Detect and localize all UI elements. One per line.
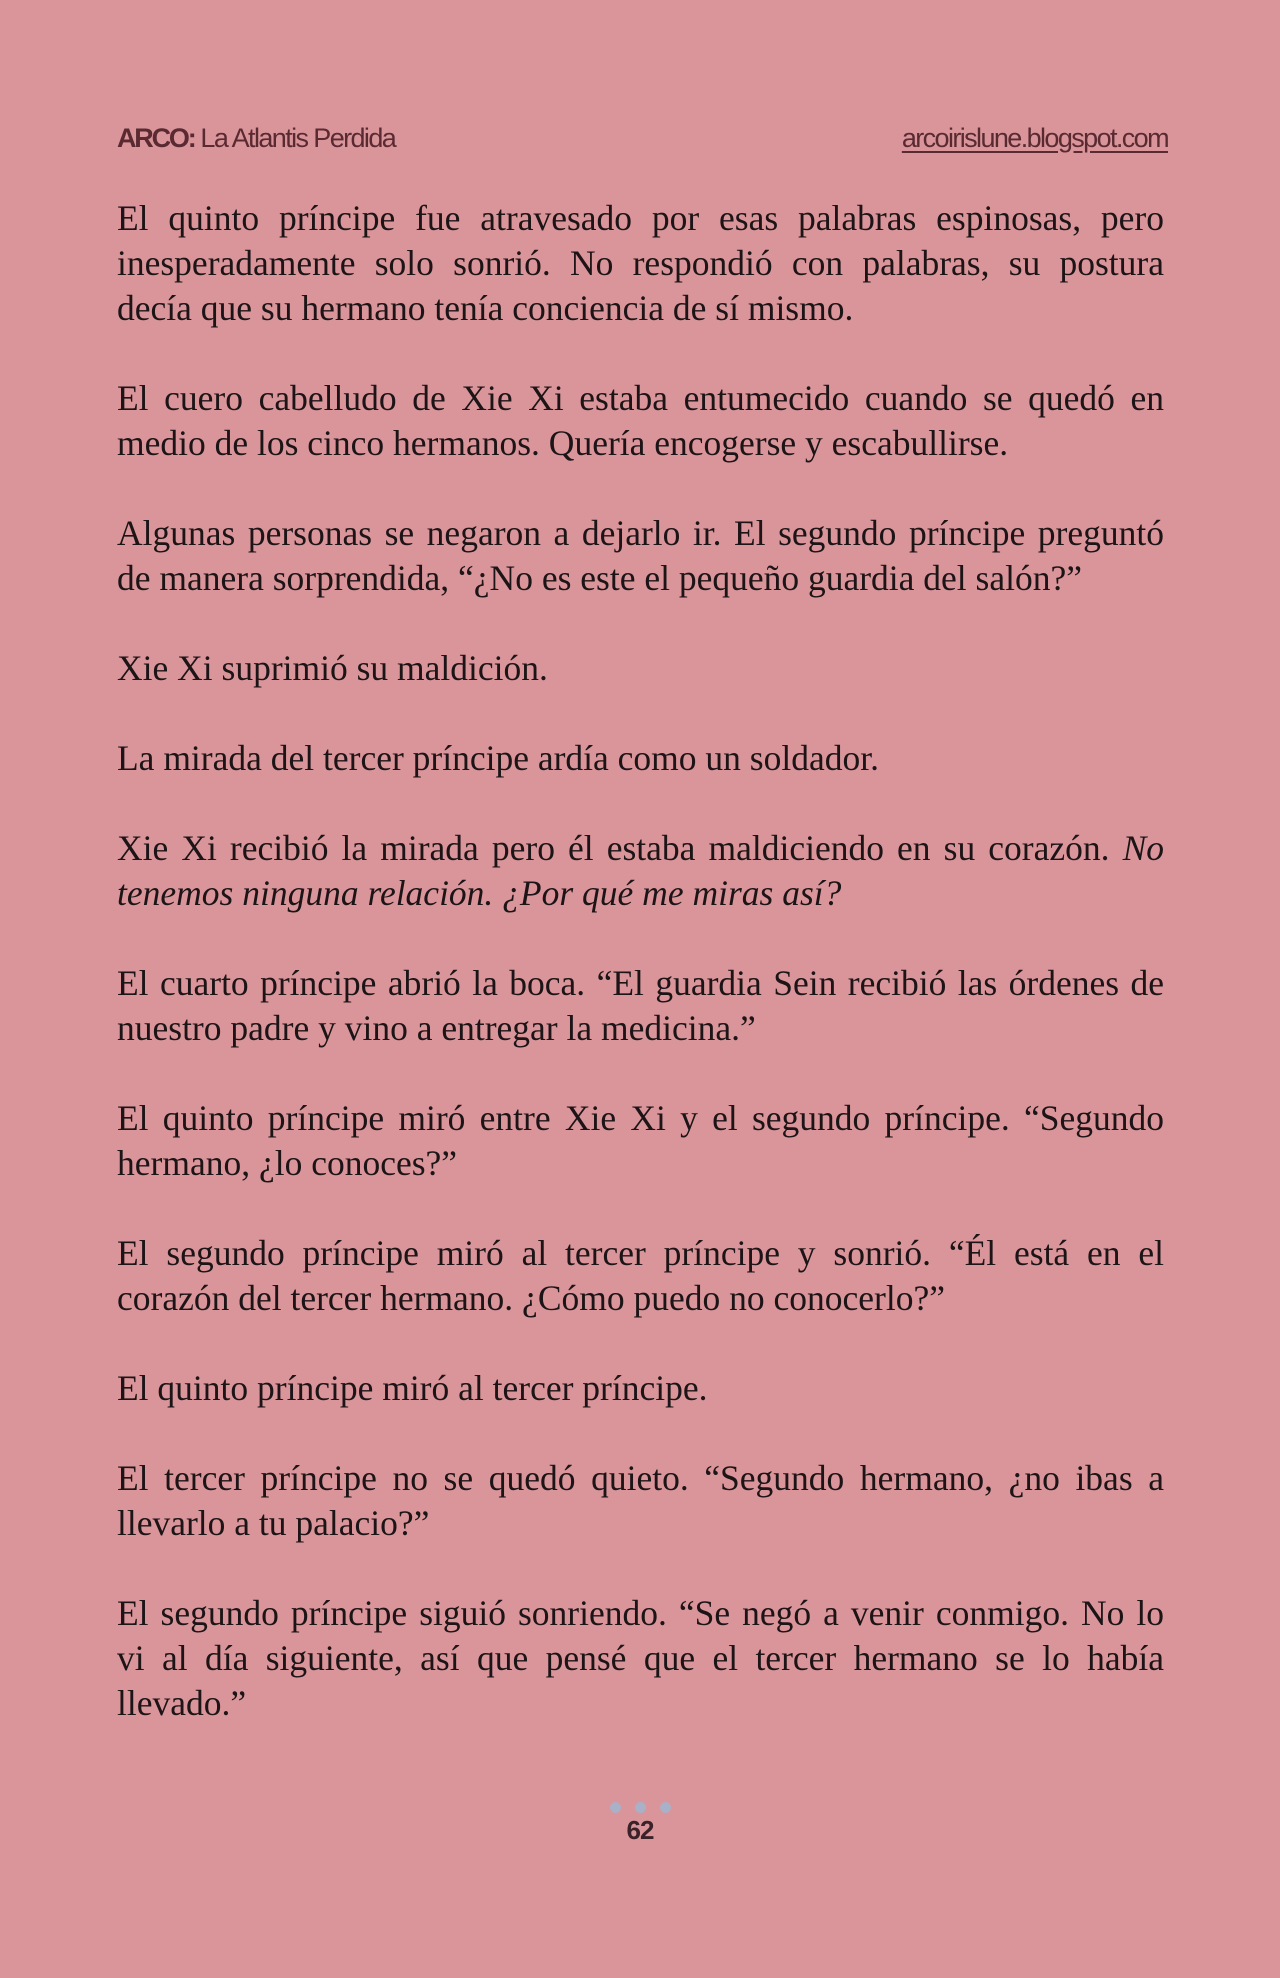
inner-thought-text: No tenemos ninguna relación. ¿Por qué me miras así? xyxy=(117,828,1165,913)
dot-icon xyxy=(610,1802,621,1813)
paragraph-text: El quinto príncipe miró entre Xie Xi y el segundo príncipe. “Segundo hermano, ¿lo conoces?” xyxy=(117,1098,1164,1183)
paragraph xyxy=(117,376,1164,466)
page-body xyxy=(117,196,1164,1771)
paragraph xyxy=(117,1231,1164,1321)
paragraph-text: Algunas personas se negaron a dejarlo ir. El segundo príncipe preguntó de manera sorprendida, “¿No es este el pequeño guardia del salón?” xyxy=(117,513,1164,598)
page-header xyxy=(117,118,1168,158)
paragraph-text: La mirada del tercer príncipe ardía como un soldador. xyxy=(117,738,879,778)
book-title-text: La Atlantis Perdida xyxy=(200,122,396,153)
paragraph-text: El tercer príncipe no se quedó quieto. “Segundo hermano, ¿no ibas a llevarlo a tu palacio?” xyxy=(117,1458,1164,1543)
paragraph-text: El cuero cabelludo de Xie Xi estaba entumecido cuando se quedó en medio de los cinco hermanos. Quería encogerse y escabullirse. xyxy=(117,378,1164,463)
paragraph xyxy=(117,646,1164,691)
paragraph-text: El quinto príncipe miró al tercer príncipe. xyxy=(117,1368,708,1408)
dot-icon xyxy=(635,1802,646,1813)
ornament-dots-icon xyxy=(0,1801,1280,1813)
page-footer xyxy=(0,1801,1280,1846)
website-link[interactable]: arcoirislune.blogspot.com xyxy=(901,122,1168,153)
page-number: 62 xyxy=(626,1815,654,1845)
dot-icon xyxy=(660,1802,671,1813)
paragraph xyxy=(117,1591,1164,1726)
paragraph-text: El quinto príncipe fue atravesado por esas palabras espinosas, pero inesperadamente solo sonrió. No respondió con palabras, su postura decía que su hermano tenía conciencia de sí mismo. xyxy=(117,198,1164,328)
paragraph xyxy=(117,961,1164,1051)
paragraph-text: El segundo príncipe miró al tercer príncipe y sonrió. “Él está en el corazón del tercer hermano. ¿Cómo puedo no conocerlo?” xyxy=(117,1233,1164,1318)
series-prefix: ARCO: xyxy=(117,122,195,153)
paragraph-text: El segundo príncipe siguió sonriendo. “Se negó a venir conmigo. No lo vi al día siguiente, así que pensé que el tercer hermano se lo había llevado.” xyxy=(117,1593,1164,1723)
paragraph xyxy=(117,511,1164,601)
paragraph xyxy=(117,196,1164,331)
paragraph xyxy=(117,1096,1164,1186)
paragraph-text: Xie Xi recibió la mirada pero él estaba maldiciendo en su corazón. xyxy=(117,828,1110,868)
paragraph-text: Xie Xi suprimió su maldición. xyxy=(117,648,548,688)
paragraph xyxy=(117,1366,1164,1411)
book-title xyxy=(117,123,395,154)
paragraph xyxy=(117,1456,1164,1546)
paragraph xyxy=(117,736,1164,781)
paragraph-text: El cuarto príncipe abrió la boca. “El guardia Sein recibió las órdenes de nuestro padre y vino a entregar la medicina.” xyxy=(117,963,1164,1048)
paragraph xyxy=(117,826,1164,916)
